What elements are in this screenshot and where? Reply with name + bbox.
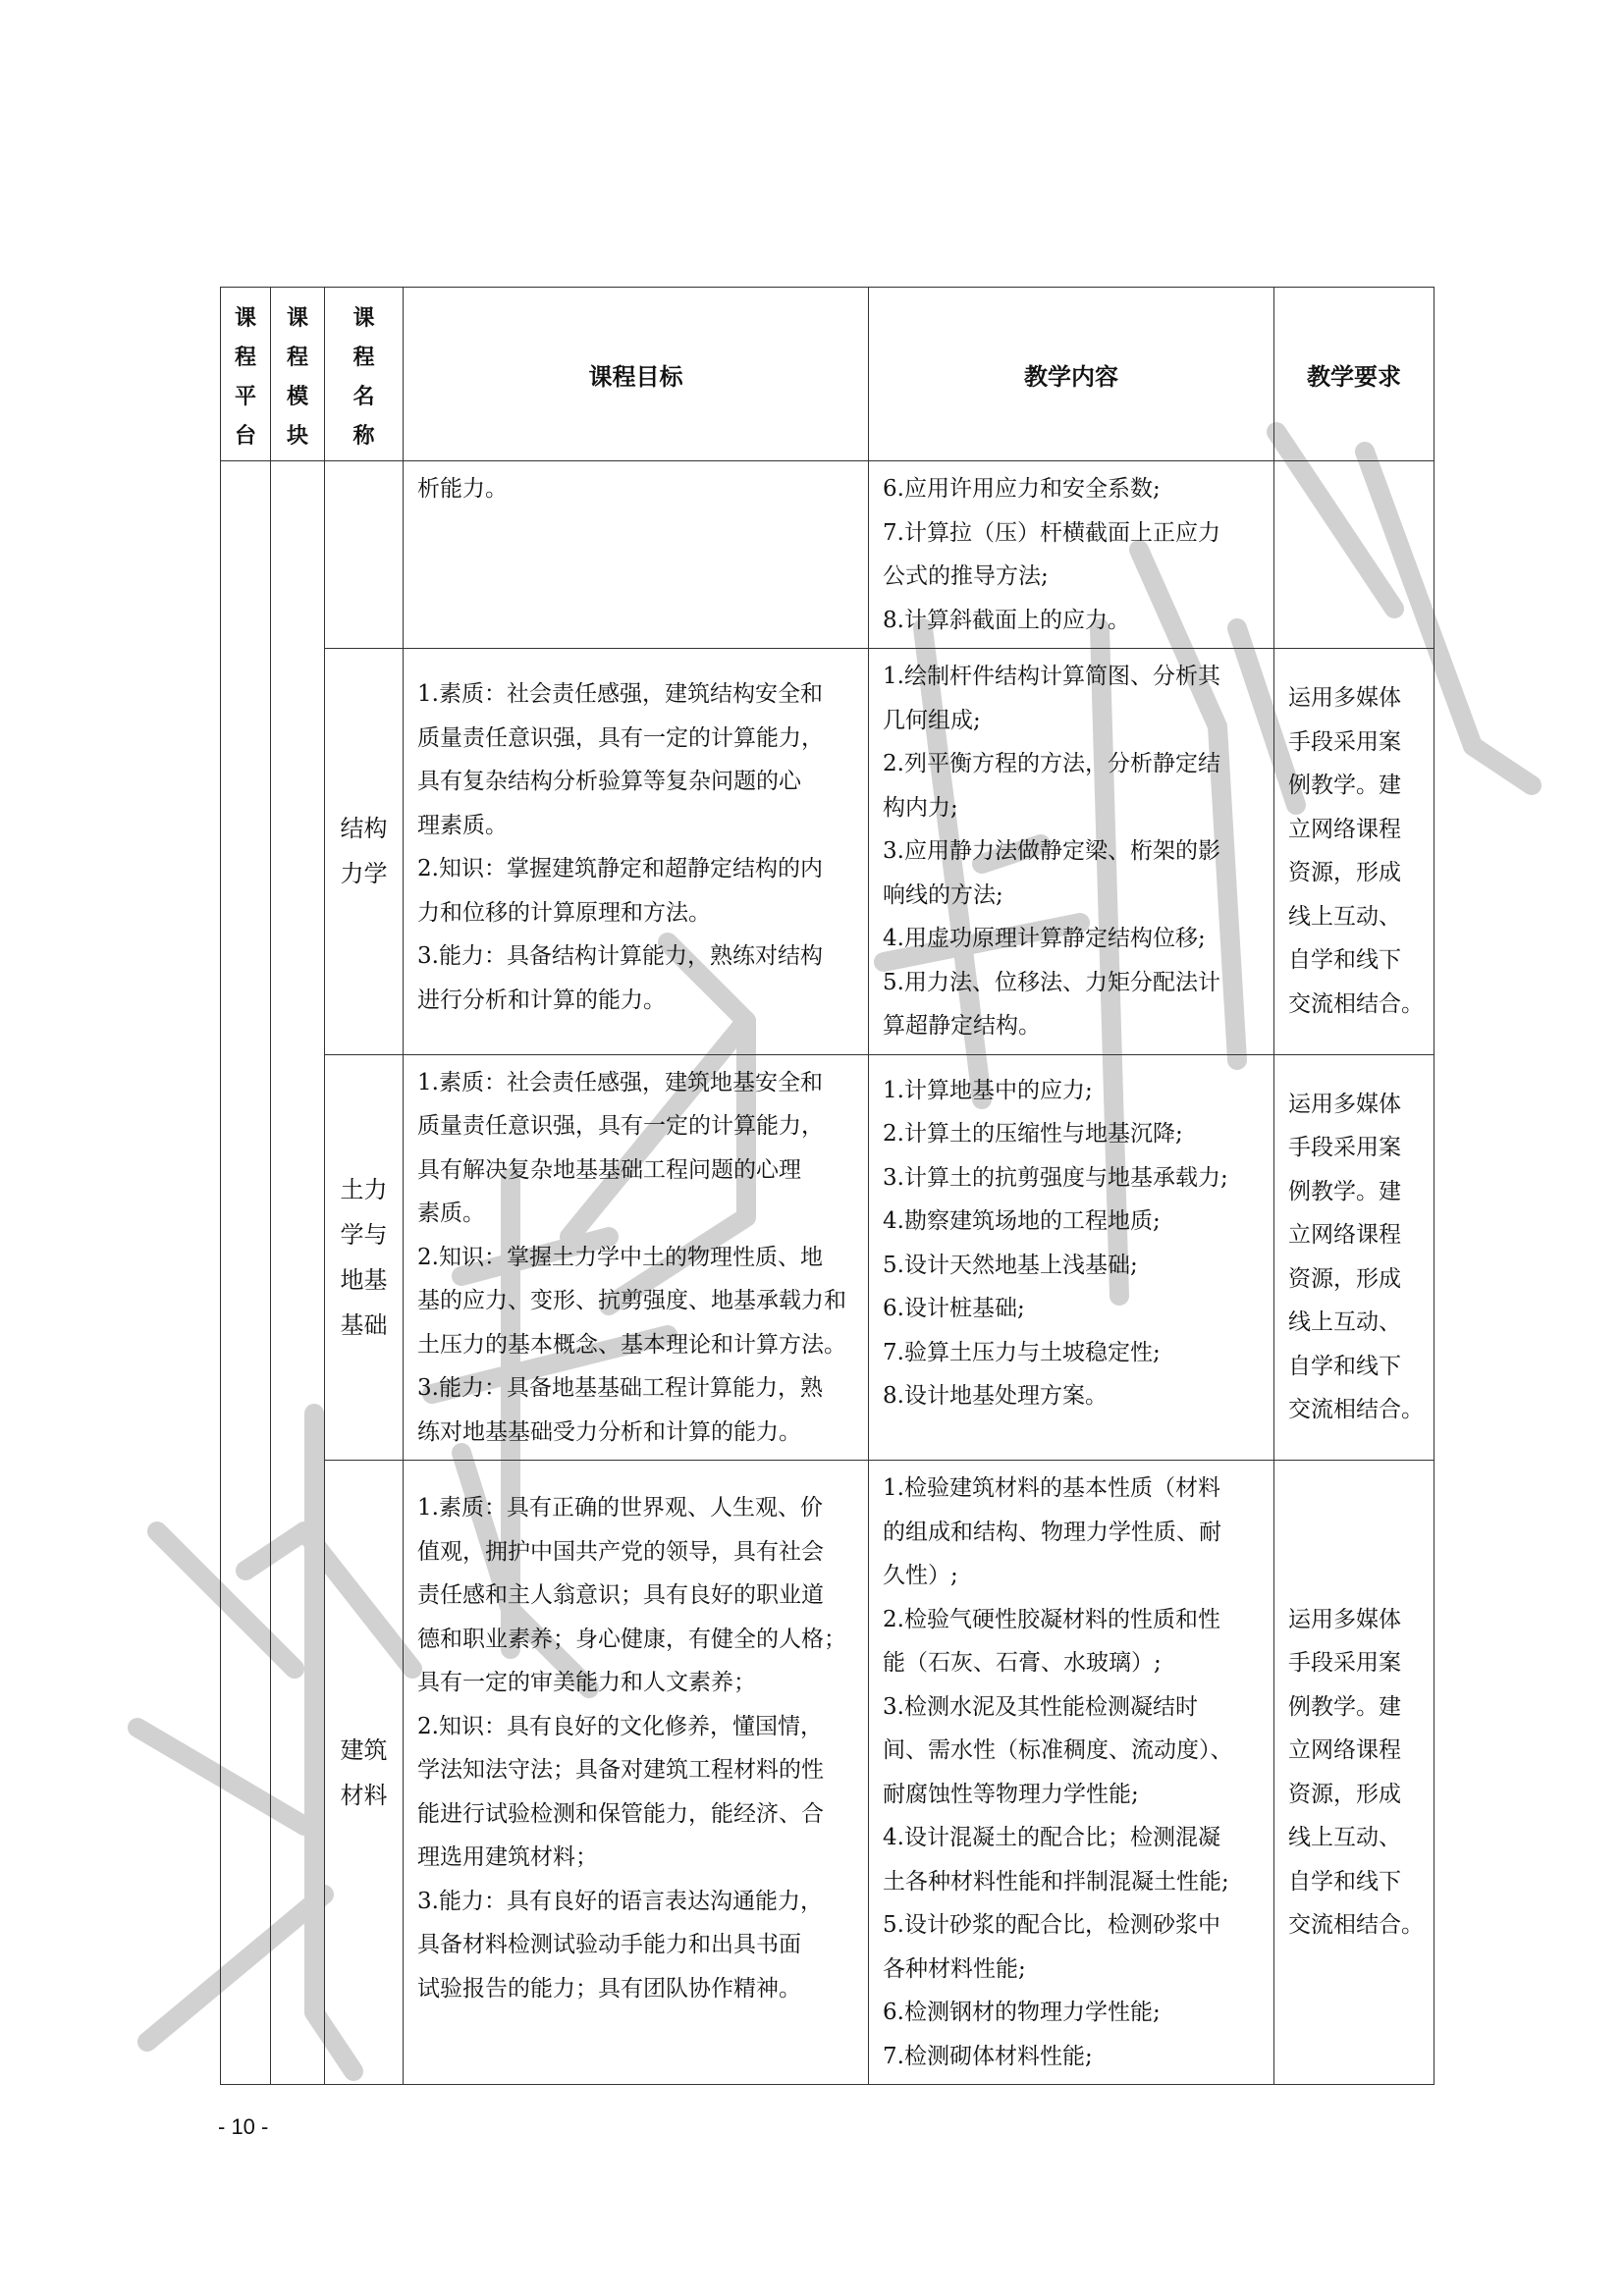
teaching-content-cell: 6.应用许用应力和安全系数; 7.计算拉（压）杆横截面上正应力 公式的推导方法; 8.计算斜截面上的应力。 — [869, 461, 1274, 649]
header-course-goal: 课程目标 — [404, 288, 869, 461]
course-name-cell: 结构 力学 — [325, 649, 404, 1055]
teaching-content-cell: 1.检验建筑材料的基本性质（材料 的组成和结构、物理力学性质、耐 久性）; 2.检验气硬性胶凝材料的性质和性 能（石灰、石膏、水玻璃）; 3.检测水泥及其性能检测凝结时 间、需水性（标准稠度、流动度）、 耐腐蚀性等物理力学性能; 4.设计混凝土的配合比；检测混凝 土各种材料性能和拌制混凝土性能; 5.设计砂浆的配合比，检测砂浆中 各种材料性能; 6.检测钢材的物理力学性能; 7.检测砌体材料性能; — [869, 1461, 1274, 2085]
header-course-name: 课 程 名 称 — [325, 288, 404, 461]
course-name-cell — [325, 461, 404, 649]
platform-cell — [221, 461, 271, 2085]
table-row — [221, 461, 1435, 649]
table-header-row — [221, 288, 1435, 461]
curriculum-table — [220, 287, 1435, 2085]
course-goal-cell: 1.素质：社会责任感强，建筑地基安全和 质量责任意识强，具有一定的计算能力， 具有解决复杂地基基础工程问题的心理 素质。 2.知识：掌握土力学中土的物理性质、地 基的应力、变形、抗剪强度、地基承载力和 土压力的基本概念、基本理论和计算方法。 3.能力：具备地基基础工程计算能力，熟 练对地基基础受力分析和计算的能力。 — [404, 1054, 869, 1461]
header-course-platform: 课 程 平 台 — [221, 288, 271, 461]
teaching-content-cell: 1.绘制杆件结构计算简图、分析其 几何组成; 2.列平衡方程的方法，分析静定结 构内力; 3.应用静力法做静定梁、桁架的影 响线的方法; 4.用虚功原理计算静定结构位移; 5.用力法、位移法、力矩分配法计 算超静定结构。 — [869, 649, 1274, 1055]
teaching-requirement-cell: 运用多媒体 手段采用案 例教学。建 立网络课程 资源，形成 线上互动、 自学和线下 交流相结合。 — [1274, 649, 1435, 1055]
table-row — [221, 1054, 1435, 1461]
teaching-requirement-cell: 运用多媒体 手段采用案 例教学。建 立网络课程 资源，形成 线上互动、 自学和线下 交流相结合。 — [1274, 1054, 1435, 1461]
header-course-module: 课 程 模 块 — [271, 288, 325, 461]
course-goal-cell: 析能力。 — [404, 461, 869, 649]
header-teaching-requirement: 教学要求 — [1274, 288, 1435, 461]
module-cell — [271, 461, 325, 2085]
course-goal-cell: 1.素质：具有正确的世界观、人生观、价 值观，拥护中国共产党的领导，具有社会 责任感和主人翁意识；具有良好的职业道 德和职业素养；身心健康，有健全的人格； 具有一定的审美能力和人文素养； 2.知识：具有良好的文化修养，懂国情， 学法知法守法；具备对建筑工程材料的性 能进行试验检测和保管能力，能经济、合 理选用建筑材料； 3.能力：具有良好的语言表达沟通能力， 具备材料检测试验动手能力和出具书面 试验报告的能力；具有团队协作精神。 — [404, 1461, 869, 2085]
teaching-content-cell: 1.计算地基中的应力; 2.计算土的压缩性与地基沉降; 3.计算土的抗剪强度与地基承载力; 4.勘察建筑场地的工程地质; 5.设计天然地基上浅基础; 6.设计桩基础; 7.验算土压力与土坡稳定性; 8.设计地基处理方案。 — [869, 1054, 1274, 1461]
course-goal-cell: 1.素质：社会责任感强，建筑结构安全和 质量责任意识强，具有一定的计算能力， 具有复杂结构分析验算等复杂问题的心 理素质。 2.知识：掌握建筑静定和超静定结构的内 力和位移的计算原理和方法。 3.能力：具备结构计算能力，熟练对结构 进行分析和计算的能力。 — [404, 649, 869, 1055]
page-number: - 10 - — [218, 2114, 269, 2139]
course-name-cell: 建筑 材料 — [325, 1461, 404, 2085]
table-row — [221, 1461, 1435, 2085]
teaching-requirement-cell — [1274, 461, 1435, 649]
course-name-cell: 土力 学与 地基 基础 — [325, 1054, 404, 1461]
teaching-requirement-cell: 运用多媒体 手段采用案 例教学。建 立网络课程 资源，形成 线上互动、 自学和线下 交流相结合。 — [1274, 1461, 1435, 2085]
header-teaching-content: 教学内容 — [869, 288, 1274, 461]
table-row — [221, 649, 1435, 1055]
